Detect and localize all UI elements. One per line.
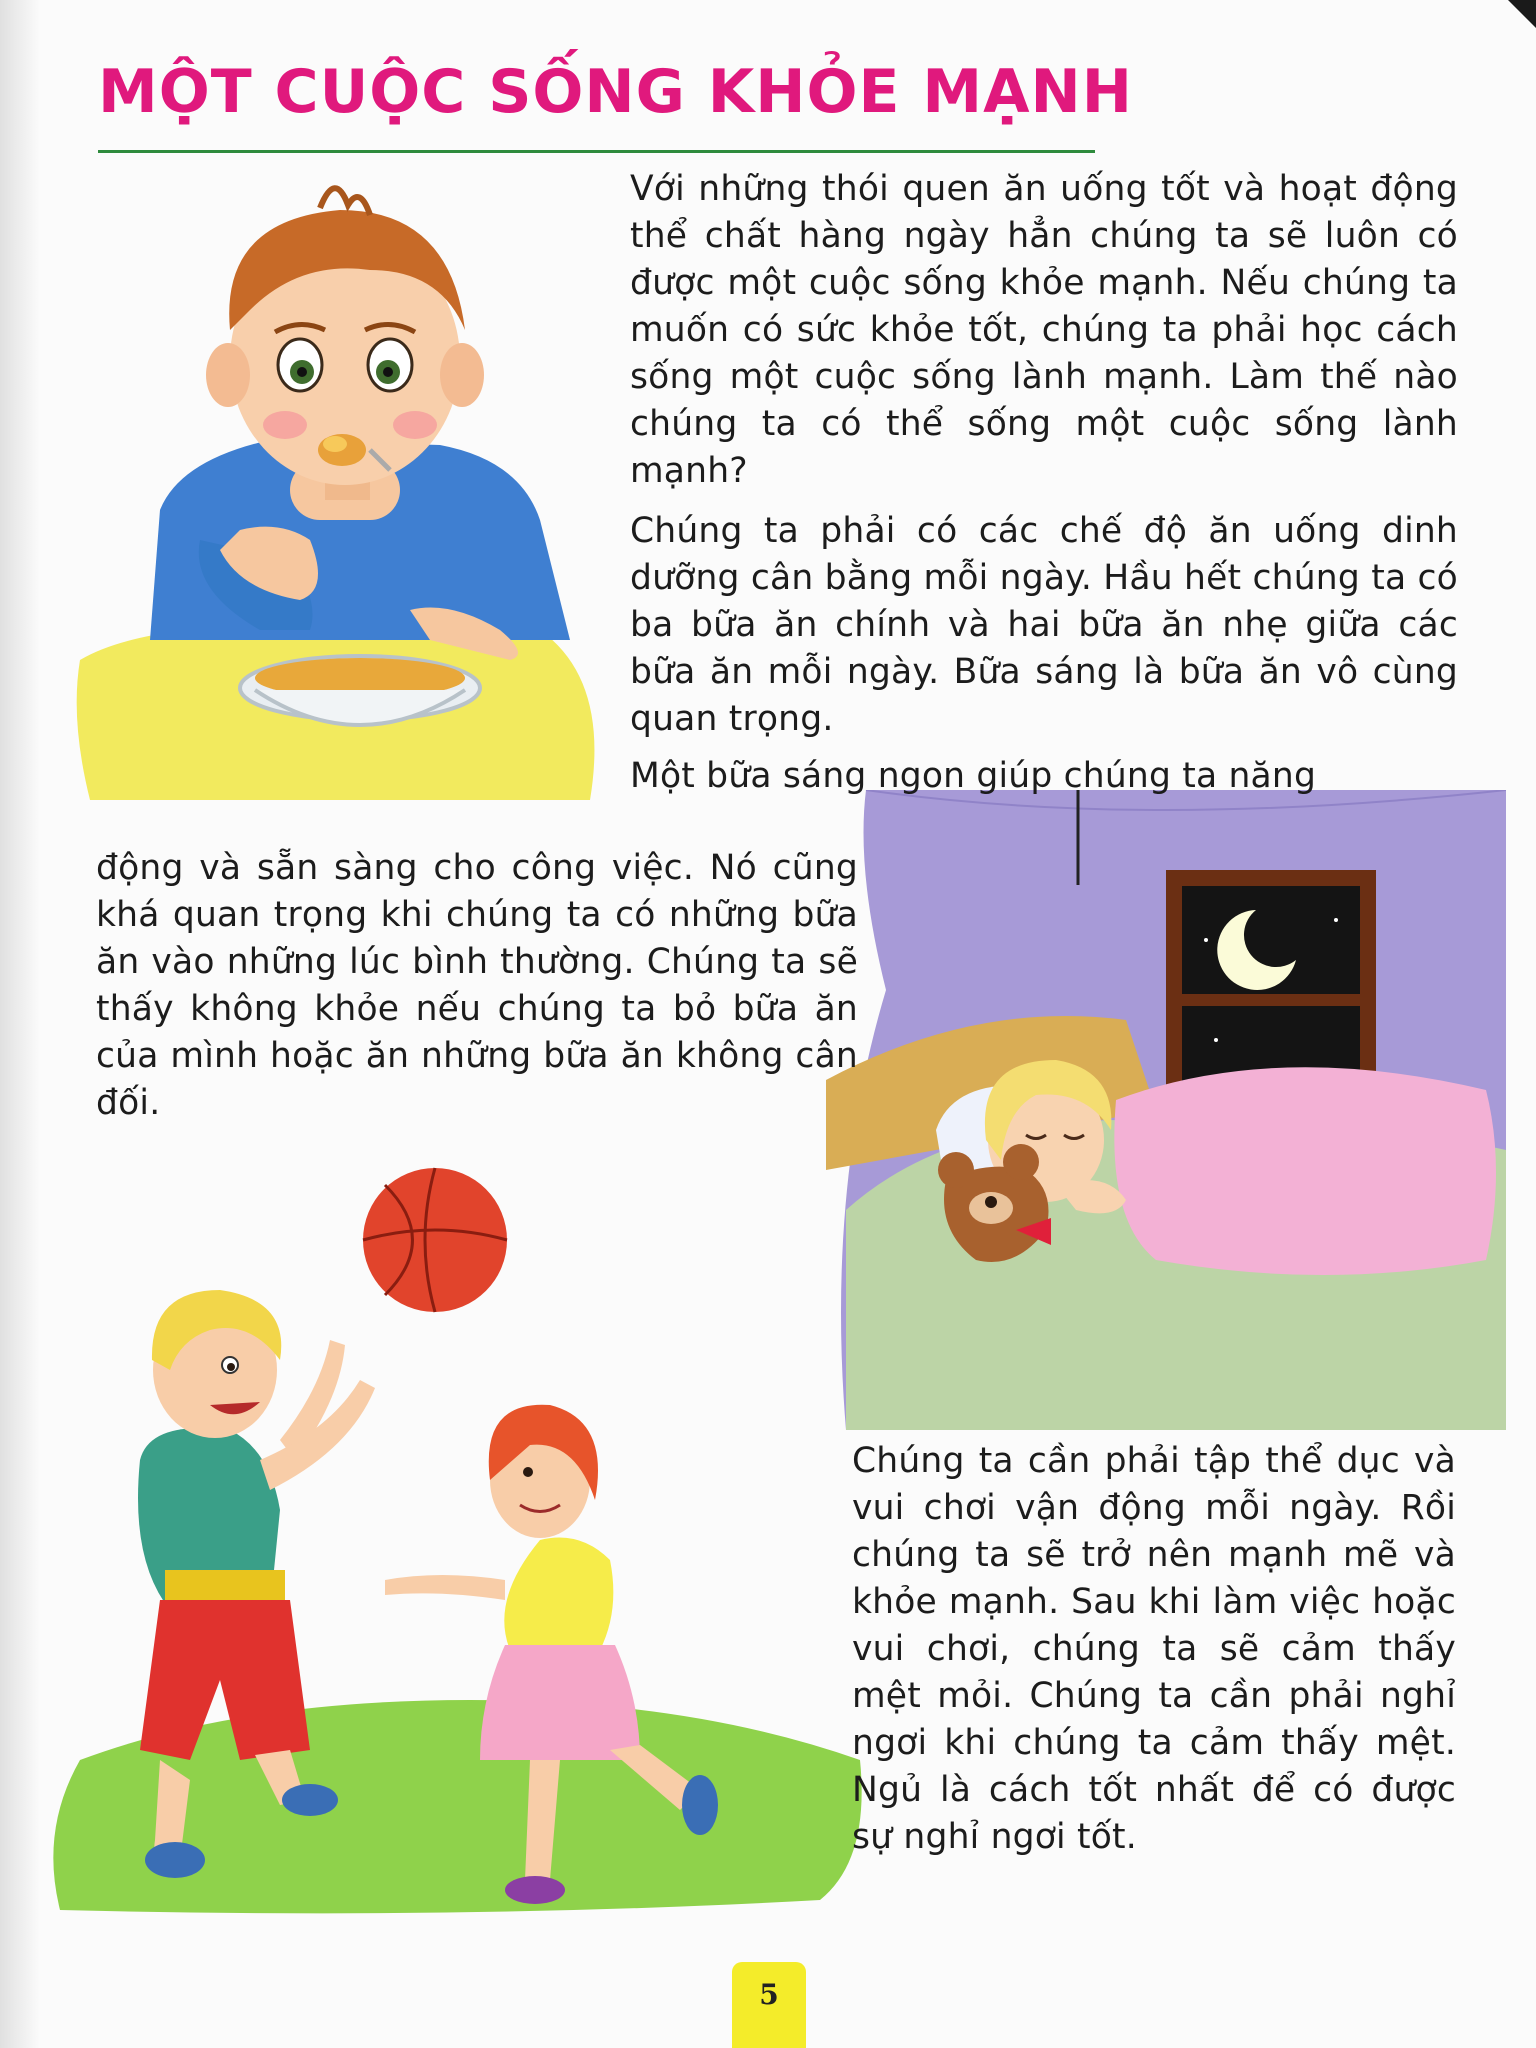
title-underline <box>98 150 1095 153</box>
kids-playing-ball-illustration <box>40 1140 870 1940</box>
page-gutter-shadow <box>0 0 40 2048</box>
boy-eating-illustration <box>70 160 630 800</box>
paragraph-nutrition: Chúng ta phải có các chế độ ăn uống dinh dưỡng cân bằng mỗi ngày. Hầu hết chúng ta có ba bữa ăn chính và hai bữa ăn nhẹ giữa các bữa ăn mỗi ngày. Bữa sáng là bữa ăn vô cùng quan trọng. <box>630 511 1458 739</box>
page-number: 5 <box>759 1978 779 2011</box>
corner-mark <box>1508 0 1536 28</box>
page-number-tab <box>732 1962 806 2048</box>
paragraph-exercise-rest: Chúng ta cần phải tập thể dục và vui chơi vận động mỗi ngày. Rồi chúng ta sẽ trở nên mạnh mẽ và khỏe mạnh. Sau khi làm việc hoặc vui chơi, chúng ta sẽ cảm thấy mệt mỏi. Chúng ta cần phải nghỉ ngơi khi chúng ta cảm thấy mệt. Ngủ là cách tốt nhất để có được sự nghỉ ngơi tốt. <box>852 1441 1456 1857</box>
girl-sleeping-illustration <box>826 790 1506 1430</box>
paragraph-breakfast-start: Một bữa sáng ngon giúp chúng ta năng <box>630 756 1317 796</box>
paragraph-intro: Với những thói quen ăn uống tốt và hoạt động thể chất hàng ngày hẳn chúng ta sẽ luôn có được một cuộc sống khỏe mạnh. Nếu chúng ta muốn có sức khỏe tốt, chúng ta phải học cách sống một cuộc sống lành mạnh. Làm thế nào chúng ta có thể sống một cuộc sống lành mạnh? <box>630 169 1458 491</box>
page-title: MỘT CUỘC SỐNG KHỎE MẠNH <box>98 57 1133 127</box>
paragraph-breakfast-rest: động và sẵn sàng cho công việc. Nó cũng khá quan trọng khi chúng ta có những bữa ăn vào những lúc bình thường. Chúng ta sẽ thấy không khỏe nếu chúng ta bỏ bữa ăn của mình hoặc ăn những bữa ăn không cân đối. <box>96 848 858 1123</box>
